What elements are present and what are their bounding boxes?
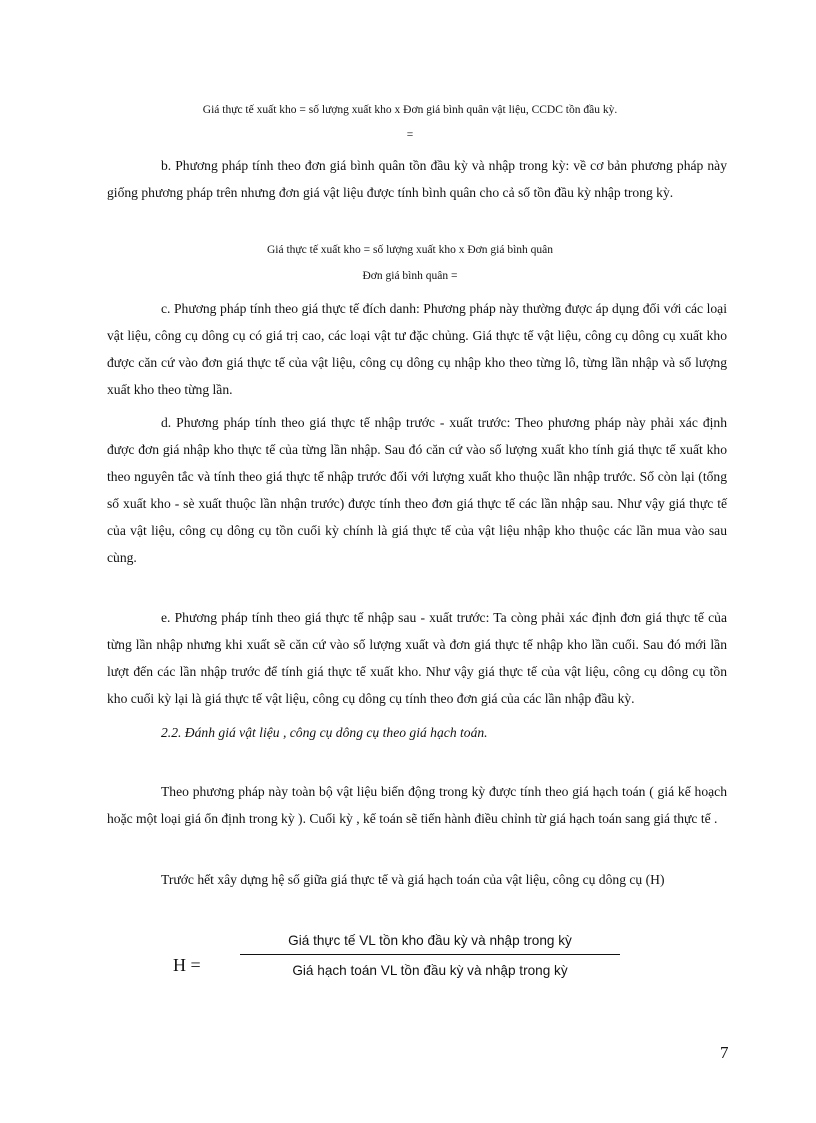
paragraph-method-d: d. Phương pháp tính theo giá thực tế nhập trước - xuất trước: Theo phương pháp này phải xác định được đơn giá nhập kho thực tế của từng lần nhập. Sau đó căn cứ vào số lượng xuất kho tính giá thực tế xuất kho theo nguyên tắc và tính theo giá thực tế nhập trước đối với lượng xuất kho thuộc lần nhập trước. Số còn lại (tổng số xuất kho - sè xuất thuộc lần nhận trước) được tính theo đơn giá thực tế các lần nhập sau. Như vậy giá thực tế của vật liệu, công cụ dông cụ tồn cuối kỳ chính là giá thực tế của vật liệu nhập kho thuộc các lần mua vào sau cùng. xyxy=(107,415,727,565)
page-number: 7 xyxy=(720,1043,729,1062)
formula-numerator: Giá thực tế VL tồn kho đầu kỳ và nhập trong kỳ xyxy=(288,933,572,948)
paragraph-method-b: b. Phương pháp tính theo đơn giá bình quân tồn đầu kỳ và nhập trong kỳ: về cơ bản phương pháp này giống phương pháp trên nhưng đơn giá vật liệu được tính bình quân cho cả số tồn đầu kỳ nhập trong kỳ. xyxy=(107,158,727,200)
formula-denominator: Giá hạch toán VL tồn đầu kỳ và nhập trong kỳ xyxy=(292,963,568,978)
paragraph-coefficient-h: Trước hết xây dựng hệ số giữa giá thực tế và giá hạch toán của vật liệu, công cụ dông cụ (H) xyxy=(161,872,665,887)
formula-average-price-line: Giá thực tế xuất kho = số lượng xuất kho x Đơn giá bình quân xyxy=(267,244,553,256)
formula-h-lhs: H = xyxy=(173,955,201,975)
fraction-bar xyxy=(240,954,620,955)
paragraph-method-c: c. Phương pháp tính theo giá thực tế đích danh: Phương pháp này thường được áp dụng đối với các loại vật liệu, công cụ dông cụ có giá trị cao, các loại vật tư đặc chủng. Giá thực tế vật liệu, công cụ dông cụ xuất kho được căn cứ vào đơn giá thực tế của vật liệu, công cụ dông cụ nhập kho theo từng lô, từng lần nhập và số lượng xuất kho theo từng lần. xyxy=(107,301,727,397)
section-heading-2-2: 2.2. Đánh giá vật liệu , công cụ dông cụ theo giá hạch toán. xyxy=(161,725,488,740)
formula-average-unit-price: Đơn giá bình quân = xyxy=(362,270,458,282)
formula-equals-sign: = xyxy=(406,129,414,141)
formula-actual-price-line: Giá thực tế xuất kho = số lượng xuất kho x Đơn giá bình quân vật liệu, CCDC tồn đầu kỳ. xyxy=(202,104,618,116)
paragraph-accounting-price: Theo phương pháp này toàn bộ vật liệu biến động trong kỳ được tính theo giá hạch toán ( giá kế hoạch hoặc một loại giá ổn định trong kỳ ). Cuối kỳ , kế toán sẽ tiến hành điều chỉnh từ giá hạch toán sang giá thực tế . xyxy=(107,784,727,826)
paragraph-method-e: e. Phương pháp tính theo giá thực tế nhập sau - xuất trước: Ta còng phải xác định đơn giá thực tế của từng lần nhập nhưng khi xuất sẽ căn cứ vào số lượng xuất và đơn giá thực tế nhập kho lần cuối. Sau đó mới lần lượt đến các lần nhập trước để tính giá thực tế xuất kho. Như vậy giá thực tế của vật liệu, công cụ dông cụ tồn kho cuối kỳ lại là giá thực tế vật liệu, công cụ dông cụ tính theo đơn giá của các lần nhập đầu kỳ. xyxy=(107,610,727,706)
